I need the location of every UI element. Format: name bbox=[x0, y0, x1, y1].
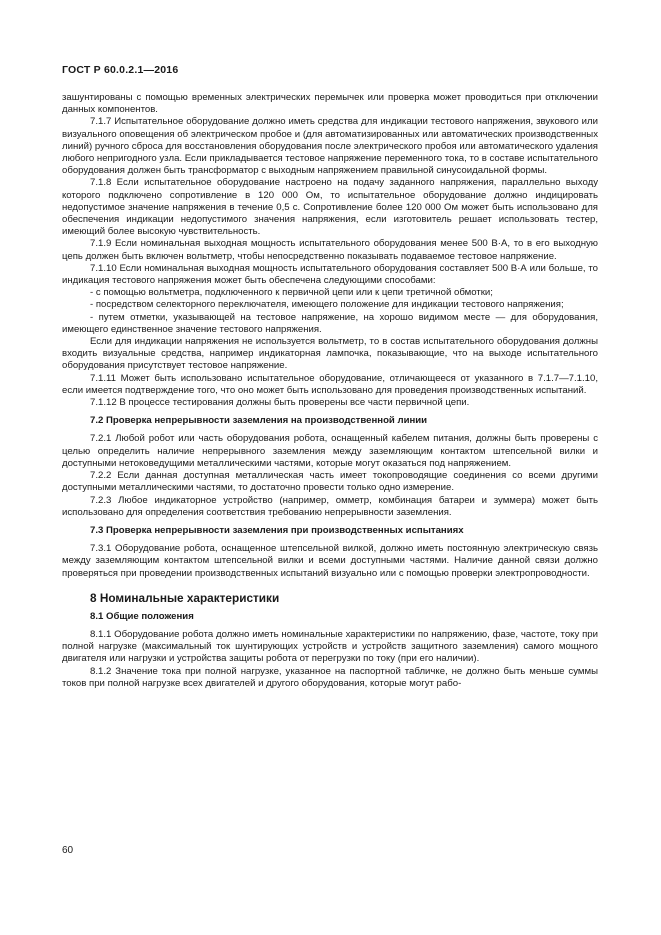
section-heading-8-1: 8.1 Общие положения bbox=[90, 610, 194, 622]
document-body bbox=[62, 92, 598, 690]
section-heading-7-3: 7.3 Проверка непрерывности заземления при производственных испытаниях bbox=[90, 524, 464, 536]
paragraph-7-2-3: 7.2.3 Любое индикаторное устройство (например, омметр, комбинация батареи и зуммера) может быть использовано для определения соответствия требованию непрерывности заземления. bbox=[62, 494, 598, 518]
paragraph-7-1-12: 7.1.12 В процессе тестирования должны быть проверены все части первичной цепи. bbox=[90, 397, 470, 409]
paragraph-7-1-9: 7.1.9 Если номинальная выходная мощность испытательного оборудования менее 500 В·А, то в его выходную цепь должен быть включен вольтметр, чтобы непосредственно показывать подаваемое тестовое напряжение. bbox=[62, 238, 598, 262]
section-heading-7-2: 7.2 Проверка непрерывности заземления на производственной линии bbox=[90, 415, 428, 427]
paragraph-7-1-7: 7.1.7 Испытательное оборудование должно иметь средства для индикации тестового напряжения, звукового или визуального оповещения об электрическом пробое и (для автоматизированных или автоматических производственных линий) ручного сброса для восстановления оборудования после электрического пробоя или автоматического удаления любого непригодного узла. Если прикладывается тестовое напряжение переменного тока, то в составе испытательного оборудования должен быть трансформатор с выходным напряжением правильной синусоидальной формы. bbox=[62, 116, 598, 177]
list-item: - путем отметки, указывающей на тестовое напряжение, на хорошо видимом месте — для оборудования, имеющего единственное значение тестового напряжения. bbox=[62, 311, 598, 335]
paragraph-continuation: зашунтированы с помощью временных электрических перемычек или проверка может проводиться при отключении данных компонентов. bbox=[62, 92, 598, 116]
paragraph-7-1-11: 7.1.11 Может быть использовано испытательное оборудование, отличающееся от указанного в 7.1.7—7.1.10, если имеется подтверждение того, что оно может быть использовано для проведения производственных испытаний. bbox=[62, 372, 598, 396]
paragraph-7-2-1: 7.2.1 Любой робот или часть оборудования робота, оснащенный кабелем питания, должны быть проверены с целью определить наличие непрерывного заземления между заземляющим контактом штепсельной вилки и доступными нетоковедущими металлическими частями, которые могут оказаться под напряжением. bbox=[62, 433, 598, 469]
paragraph-voltmeter-note: Если для индикации напряжения не используется вольтметр, то в состав испытательного оборудования должны входить визуальные средства, например индикаторная лампочка, показывающие, что на выходе испытательного оборудования присутствует тестовое напряжение. bbox=[62, 336, 598, 372]
paragraph-7-2-2: 7.2.2 Если данная доступная металлическая часть имеет токопроводящие соединения со всеми другими доступными металлическими частями, то достаточно провести только одно измерение. bbox=[62, 470, 598, 494]
paragraph-8-1-2: 8.1.2 Значение тока при полной нагрузке, указанное на паспортной табличке, не должно быть меньше суммы токов при полной нагрузке всех двигателей и другого оборудования, которые могут рабо- bbox=[62, 665, 598, 689]
paragraph-7-1-8: 7.1.8 Если испытательное оборудование настроено на подачу заданного напряжения, параллельно выходу которого подключено сопротивление в 120 000 Ом, то испытательное оборудование должно индицировать недопустимое значение напряжения в течение 0,5 с. Сопротивление более 120 000 Ом может быть использовано для обеспечения индикации недопустимого значения напряжения, если изготовитель решает использовать тестер, имеющий более высокую чувствительность. bbox=[62, 177, 598, 238]
chapter-heading-8: 8 Номинальные характеристики bbox=[90, 590, 280, 605]
paragraph-8-1-1: 8.1.1 Оборудование робота должно иметь номинальные характеристики по напряжению, фазе, частоте, току при полной нагрузке (максимальный ток шунтирующих устройств и устройств защитного заземления) самого мощного двигателя или нагрузки и устройства защиты робота от перегрузки по току (при его наличии). bbox=[62, 628, 598, 665]
document-header: ГОСТ Р 60.0.2.1—2016 bbox=[62, 64, 179, 76]
list-item: - с помощью вольтметра, подключенного к первичной цепи или к цепи третичной обмотки; bbox=[90, 287, 493, 299]
list-item: - посредством селекторного переключателя, имеющего положение для индикации тестового напряжения; bbox=[90, 299, 564, 311]
page-number: 60 bbox=[62, 845, 74, 856]
paragraph-7-3-1: 7.3.1 Оборудование робота, оснащенное штепсельной вилкой, должно иметь постоянную электрическую связь между заземляющим контактом штепсельной вилки и всеми доступными частями. Наличие данной связи должно проверяться при проведении производственных испытаний визуально или с помощью проверки электропроводности. bbox=[62, 543, 598, 579]
paragraph-7-1-10: 7.1.10 Если номинальная выходная мощность испытательного оборудования составляет 500 В·А или больше, то индикация тестового напряжения может быть обеспечена следующими способами: bbox=[62, 262, 598, 287]
